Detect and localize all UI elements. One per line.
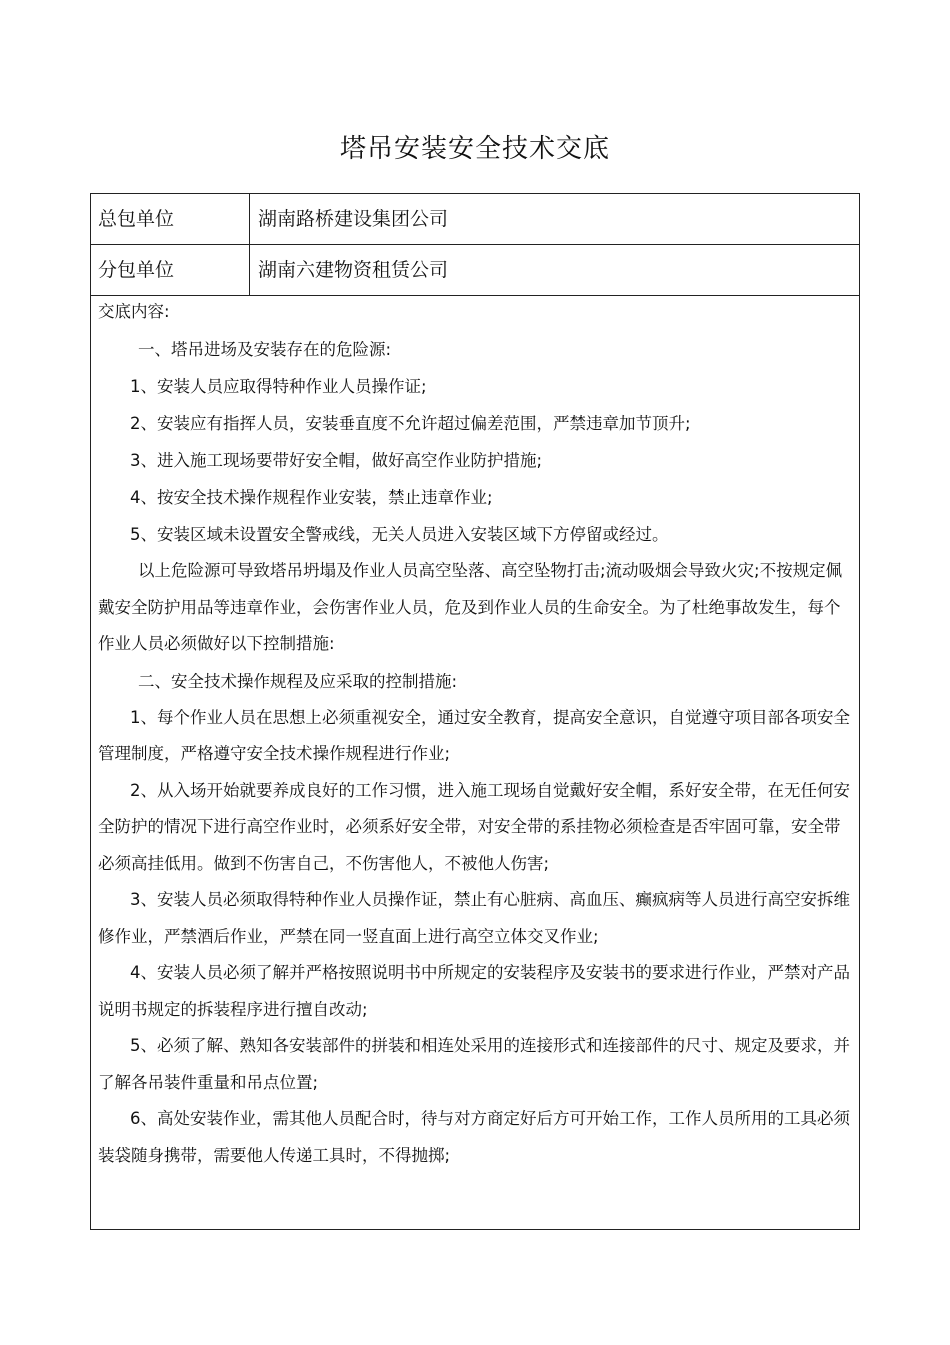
contractor-label: 总包单位: [91, 194, 250, 244]
hazard-item: 2、安装应有指挥人员，安装垂直度不允许超过偏差范围，严禁违章加节顶升;: [130, 414, 691, 433]
disclosure-content: [91, 297, 859, 1174]
hazard-summary: 以上危险源可导致塔吊坍塌及作业人员高空坠落、高空坠物打击;流动吸烟会导致火灾;不按规定佩戴安全防护用品等违章作业，会伤害作业人员，危及到作业人员的生命安全。为了杜绝事故发生，每个作业人员必须做好以下控制措施:: [98, 561, 843, 653]
measure-item: 1、每个作业人员在思想上必须重视安全，通过安全教育，提高安全意识，自觉遵守项目部各项安全管理制度，严格遵守安全技术操作规程进行作业;: [98, 707, 850, 763]
document-title: 塔吊安装安全技术交底: [339, 134, 610, 164]
hazard-item: 4、按安全技术操作规程作业安装，禁止违章作业;: [130, 488, 493, 507]
content-intro: 交底内容:: [98, 302, 170, 321]
measure-item: 6、高处安装作业，需其他人员配合时，待与对方商定好后方可开始工作，工作人员所用的工具必须装袋随身携带，需要他人传递工具时，不得抛掷;: [98, 1109, 850, 1165]
section-heading-measures: 二、安全技术操作规程及应采取的控制措施:: [138, 671, 458, 691]
disclosure-form: [90, 193, 860, 1230]
measure-item: 2、从入场开始就要养成良好的工作习惯，进入施工现场自觉戴好安全帽，系好安全带，在无任何安全防护的情况下进行高空作业时，必须系好安全带，对安全带的系挂物必须检查是否牢固可靠，安全带必须高挂低用。做到不伤害自己，不伤害他人，不被他人伤害;: [98, 780, 850, 873]
measure-item: 5、必须了解、熟知各安装部件的拼装和相连处采用的连接形式和连接部件的尺寸、规定及要求，并了解各吊装件重量和吊点位置;: [98, 1036, 850, 1092]
subcontractor-row: [91, 245, 859, 296]
contractor-value: 湖南路桥建设集团公司: [258, 208, 449, 230]
section-heading-hazards: 一、塔吊进场及安装存在的危险源:: [138, 340, 392, 359]
subcontractor-label: 分包单位: [91, 245, 250, 295]
measure-item: 3、安装人员必须取得特种作业人员操作证，禁止有心脏病、高血压、癫疯病等人员进行高空安拆维修作业，严禁酒后作业，严禁在同一竖直面上进行高空立体交叉作业;: [98, 890, 850, 946]
hazard-item: 3、进入施工现场要带好安全帽，做好高空作业防护措施;: [130, 451, 543, 470]
contractor-row: [91, 194, 859, 245]
measure-item: 4、安装人员必须了解并严格按照说明书中所规定的安装程序及安装书的要求进行作业，严禁对产品说明书规定的拆装程序进行擅自改动;: [98, 963, 850, 1019]
subcontractor-value: 湖南六建物资租赁公司: [258, 259, 449, 281]
hazard-item: 5、安装区域未设置安全警戒线，无关人员进入安装区域下方停留或经过。: [130, 525, 669, 544]
hazard-item: 1、安装人员应取得特种作业人员操作证;: [130, 377, 427, 396]
